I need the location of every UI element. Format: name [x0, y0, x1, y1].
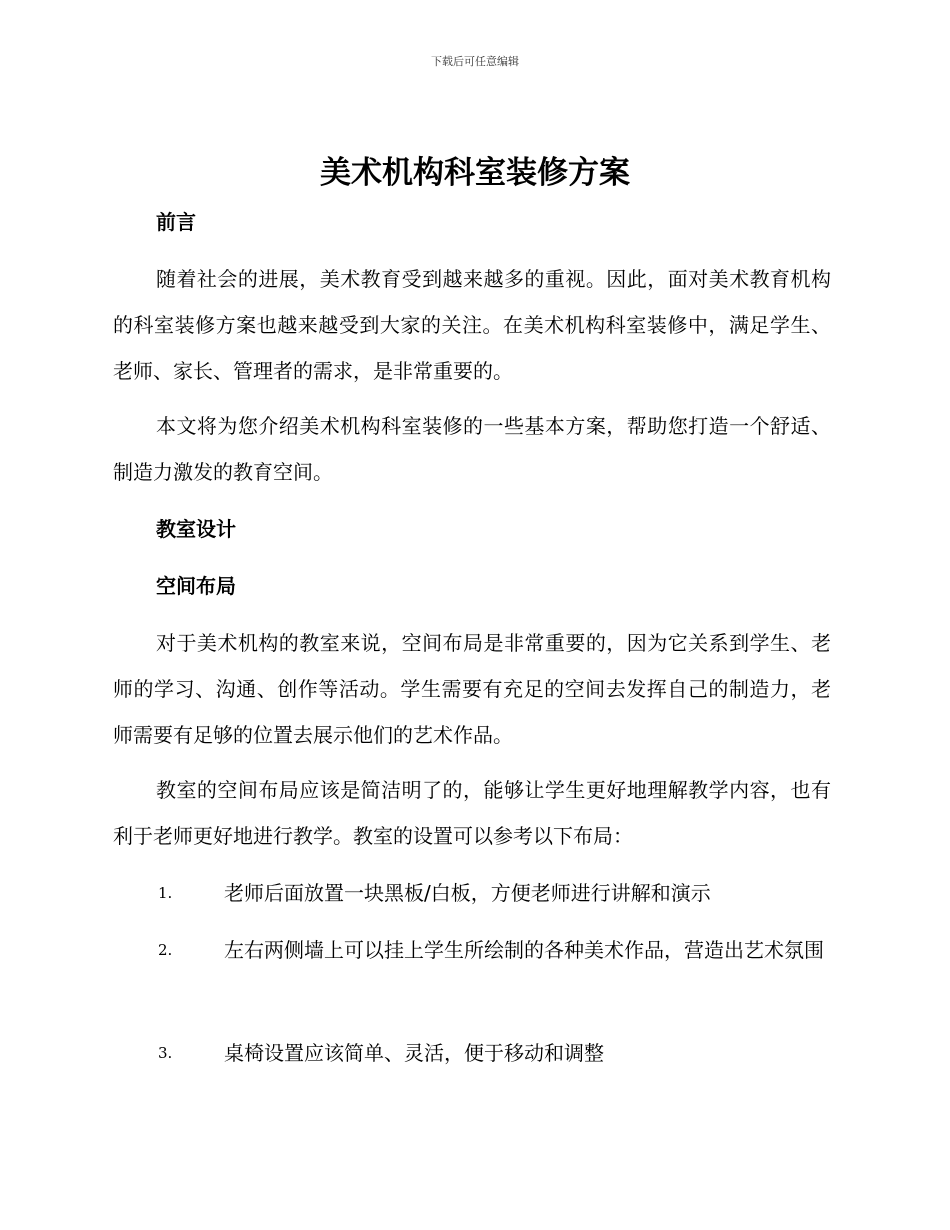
list-item-text: 老师后面放置一块黑板/白板，方便老师进行讲解和演示: [224, 881, 711, 905]
header-note: 下载后可任意编辑: [431, 55, 519, 68]
paragraph-preface-1: 随着社会的进展，美术教育受到越来越多的重视。因此，面对美术教育机构的科室装修方案也越来越受到大家的关注。在美术机构科室装修中，满足学生、老师、家长、管理者的需求，是非常重要的。: [113, 267, 831, 383]
document-title: 美术机构科室装修方案: [320, 155, 630, 191]
list-item: [113, 870, 833, 916]
heading-preface: 前言: [156, 210, 196, 234]
heading-space-layout: 空间布局: [156, 574, 236, 598]
list-item-number: 2.: [158, 941, 173, 959]
list-item: [113, 1030, 833, 1076]
heading-classroom-design: 教室设计: [156, 517, 236, 541]
list-item-number: 1.: [158, 884, 173, 902]
list-item-text: 左右两侧墙上可以挂上学生所绘制的各种美术作品，营造出艺术氛围: [224, 938, 824, 962]
paragraph-layout-1: 对于美术机构的教室来说，空间布局是非常重要的，因为它关系到学生、老师的学习、沟通、创作等活动。学生需要有充足的空间去发挥自己的制造力，老师需要有足够的位置去展示他们的艺术作品。: [113, 631, 831, 747]
list-item: [113, 927, 833, 973]
paragraph-layout-2: 教室的空间布局应该是简洁明了的，能够让学生更好地理解教学内容，也有利于老师更好地进行教学。教室的设置可以参考以下布局：: [113, 778, 831, 848]
paragraph-preface-2: 本文将为您介绍美术机构科室装修的一些基本方案，帮助您打造一个舒适、制造力激发的教育空间。: [113, 414, 831, 484]
list-item-text: 桌椅设置应该简单、灵活，便于移动和调整: [224, 1041, 604, 1065]
list-item-number: 3.: [158, 1044, 173, 1062]
